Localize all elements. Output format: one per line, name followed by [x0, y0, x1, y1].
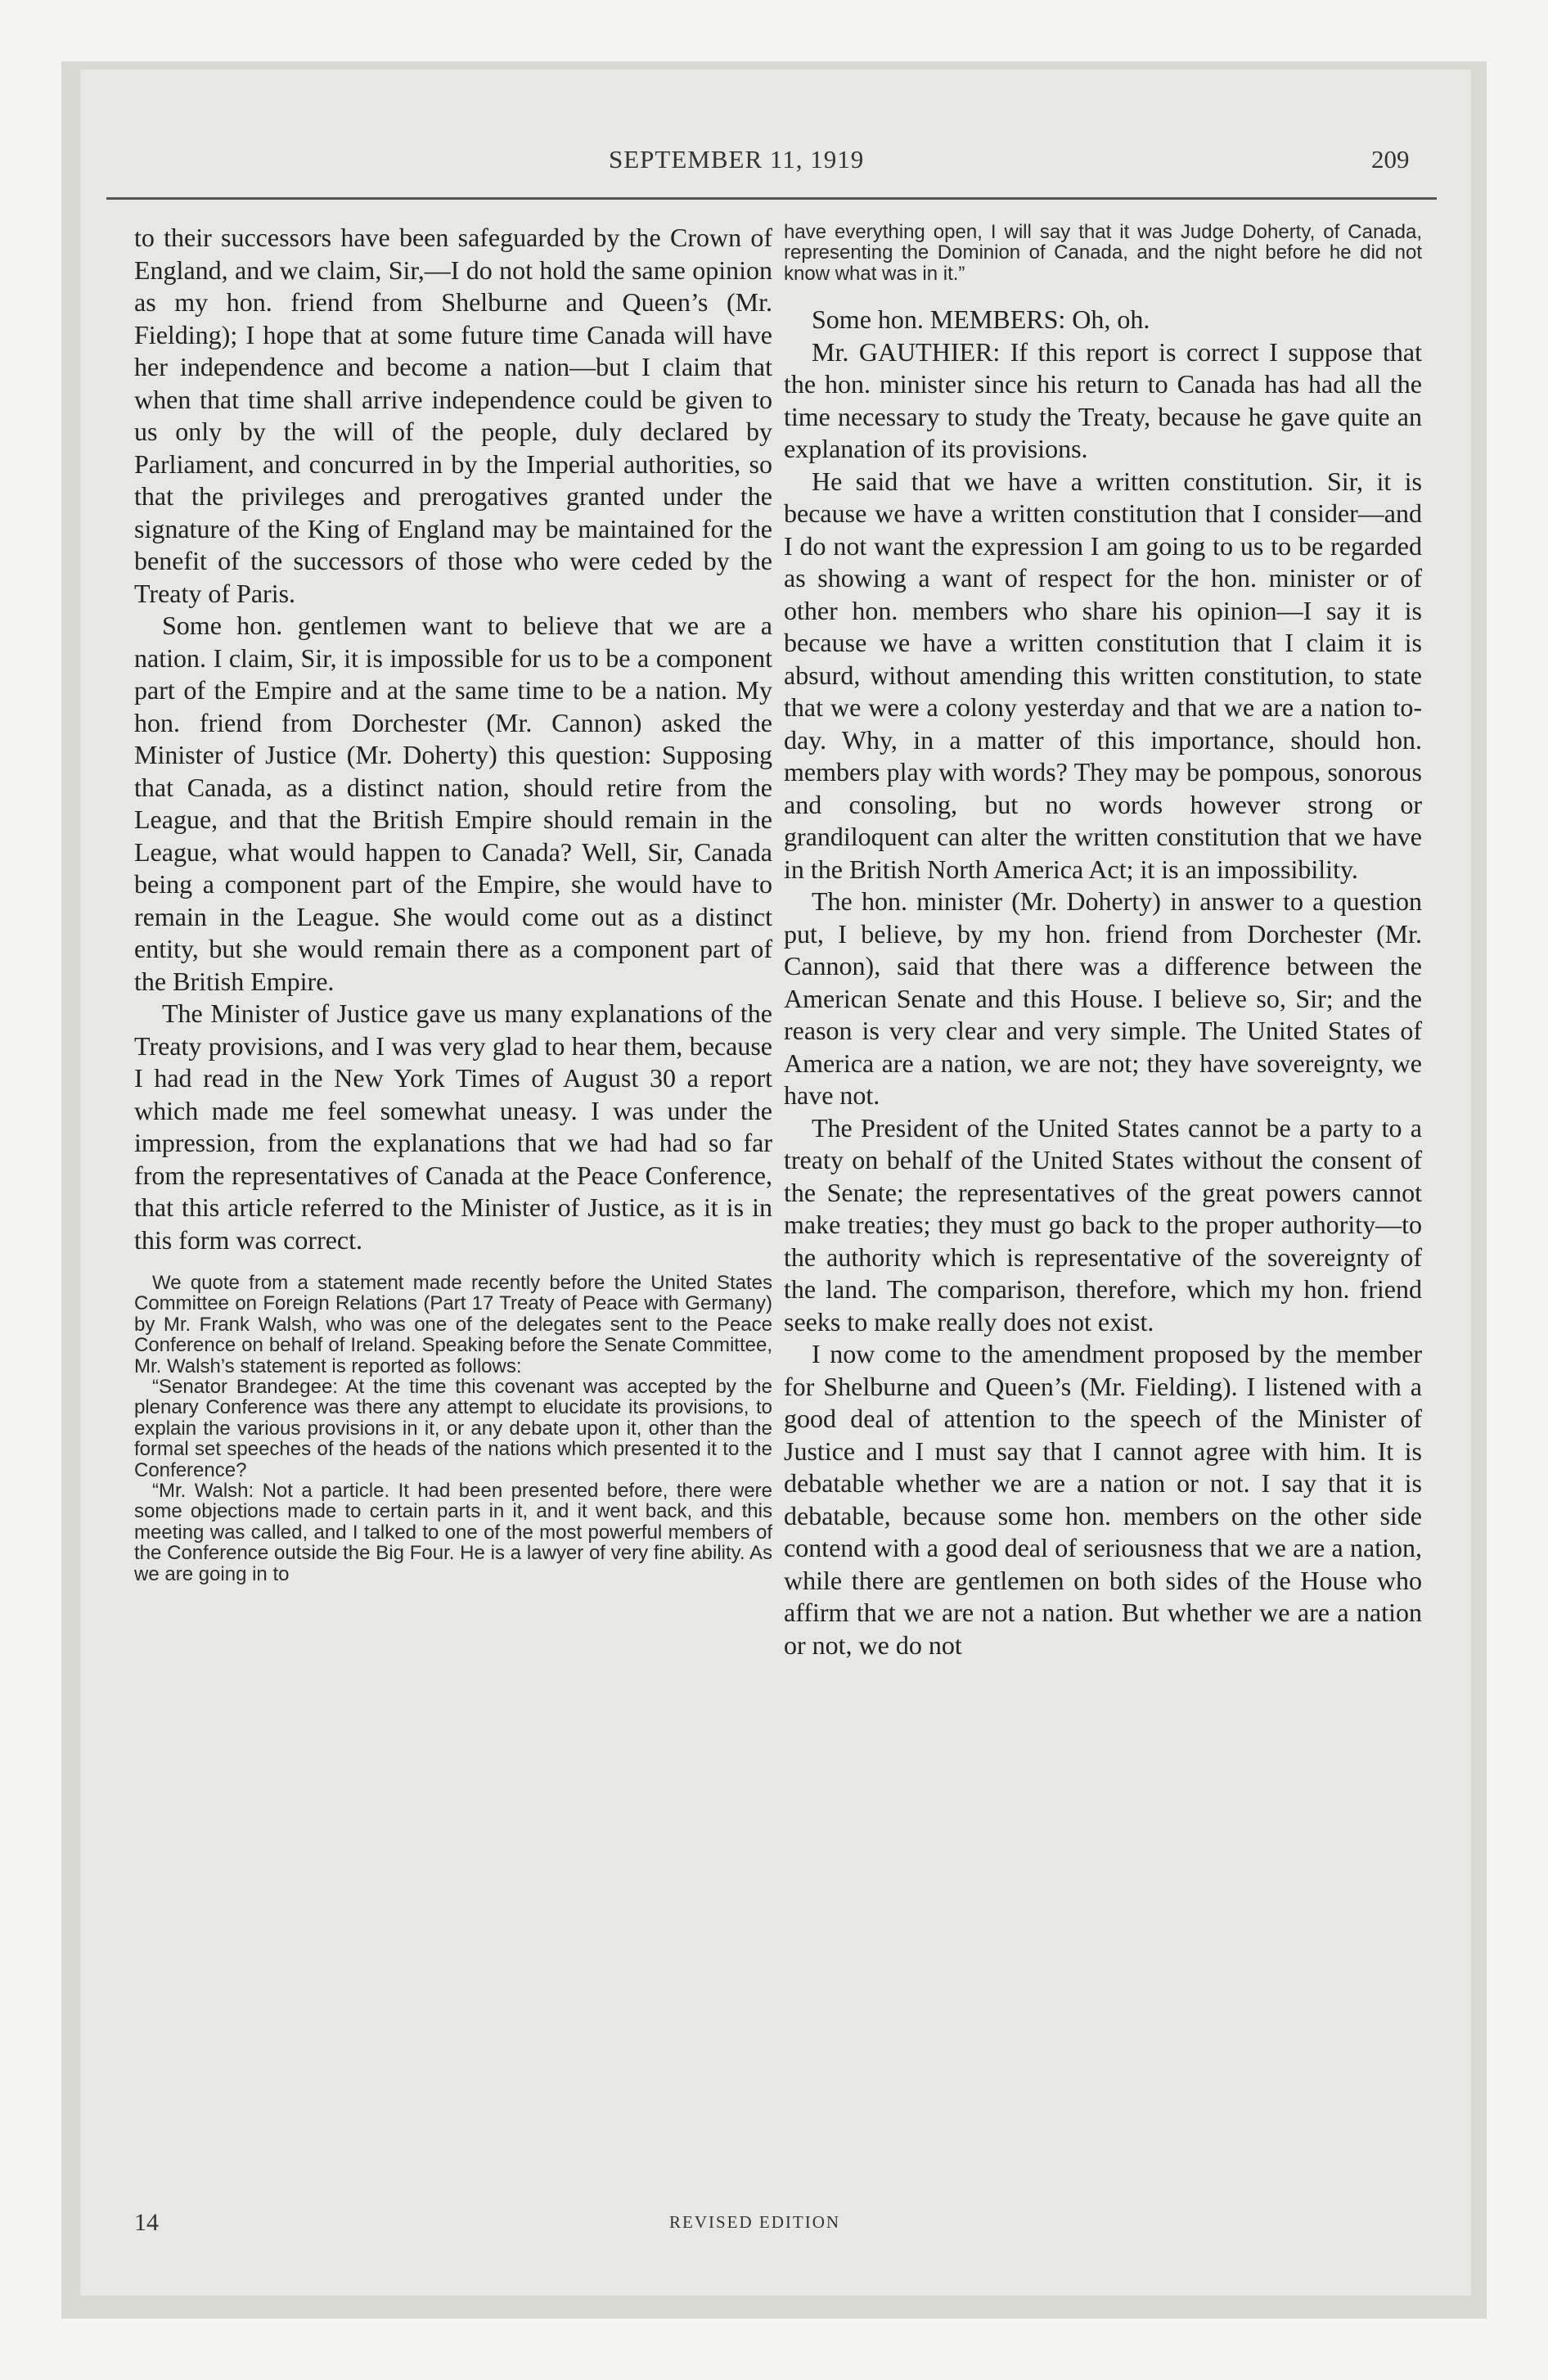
quote-brandegee: “Senator Brandegee: At the time this covenant was accepted by the plenary Conference was there any attempt to elucidate its provisions, to explain the various provisions in it, or any debate upon it, other than the formal set speeches of the heads of the nations which presented it to the Conference?	[134, 1376, 772, 1481]
quoted-statement	[134, 1273, 772, 1584]
right-paragraph-6: I now come to the amendment proposed by the member for Shelburne and Queen’s (Mr. Fielding). I listened with a good deal of attention to the speech of the Minister of Justice and I must say that I cannot agree with him. It is debatable whether we are a nation or not. I say that it is debatable, because some hon. members on the other side contend with a good deal of seriousness that we are a nation, while there are gentlemen on both sides of the House who affirm that we are not a nation. But whether we are a nation or not, we do not	[784, 1339, 1422, 1660]
page-number: 209	[1371, 145, 1410, 174]
right-paragraph-2: Mr. GAUTHIER: If this report is correct I suppose that the hon. minister since his return to Canada has had all the time necessary to study the Treaty, because he gave quite an explanation of its provisions.	[784, 336, 1422, 464]
signature-number: 14	[134, 2209, 159, 2236]
page-date-title: SEPTEMBER 11, 1919	[609, 145, 865, 174]
left-paragraph-3: The Minister of Justice gave us many explanations of the Treaty provisions, and I was very glad to hear them, because I had read in the New York Times of August 30 a report which made me feel somewhat uneasy. I was under the impression, from the explanations that we had had so far from the representatives of Canada at the Peace Conference, that this article referred to the Minister of Justice, as it is in this form was correct.	[134, 998, 772, 1255]
left-paragraph-1: to their successors have been safeguarded by the Crown of England, and we claim, Sir,—I do not hold the same opinion as my hon. friend from Shelburne and Queen’s (Mr. Fielding); I hope that at some future time Canada will have her independence and become a nation—but I claim that when that time shall arrive independence could be given to us only by the will of the people, duly declared by Parliament, and concurred in by the Imperial authorities, so that the privileges and prerogatives granted under the signature of the King of England may be maintained for the benefit of the successors of those who were ceded by the Treaty of Paris.	[134, 223, 772, 608]
quote-continuation: have everything open, I will say that it was Judge Doherty, of Canada, representing the Dominion of Canada, and the night before he did not know what was in it.”	[784, 221, 1422, 285]
header-rule	[106, 197, 1437, 200]
edition-footer: REVISED EDITION	[669, 2212, 841, 2232]
page	[80, 70, 1471, 2296]
right-paragraph-1: Some hon. MEMBERS: Oh, oh.	[812, 304, 1150, 335]
right-paragraph-5: The President of the United States cannot be a party to a treaty on behalf of the United States without the consent of the Senate; the representatives of the great powers cannot make treaties; they must go back to the proper authority—to the authority which is representative of the sovereignty of the land. The comparison, therefore, which my hon. friend seeks to make really does not exist.	[784, 1112, 1422, 1336]
page-header	[80, 145, 1471, 186]
quote-walsh: “Mr. Walsh: Not a particle. It had been presented before, there were some objections made to certain parts in it, and it went back, and this meeting was called, and I talked to one of the most powerful members of the Conference outside the Big Four. He is a lawyer of very fine ability. As we are going in to	[134, 1480, 772, 1585]
quote-intro: We quote from a statement made recently before the United States Committee on Foreign Relations (Part 17 Treaty of Peace with Germany) by Mr. Frank Walsh, who was one of the delegates sent to the Peace Conference on behalf of Ireland. Speaking before the Senate Committee, Mr. Walsh’s statement is reported as follows:	[134, 1272, 772, 1377]
right-paragraph-4: The hon. minister (Mr. Doherty) in answer to a question put, I believe, by my hon. friend from Dorchester (Mr. Cannon), said that there was a difference between the American Senate and this House. I believe so, Sir; and the reason is very clear and very simple. The United States of America are a nation, we are not; they have sovereignty, we have not.	[784, 886, 1422, 1111]
left-column	[134, 222, 772, 1584]
left-paragraph-2: Some hon. gentlemen want to believe that we are a nation. I claim, Sir, it is impossible for us to be a component part of the Empire and at the same time to be a nation. My hon. friend from Dorchester (Mr. Cannon) asked the Minister of Justice (Mr. Doherty) this question: Supposing that Canada, as a distinct nation, should retire from the League, and that the British Empire should remain in the League, what would happen to Canada? Well, Sir, Canada being a component part of the Empire, she would have to remain in the League. She would come out as a distinct entity, but she would remain there as a component part of the British Empire.	[134, 611, 772, 996]
right-paragraph-3: He said that we have a written constitution. Sir, it is because we have a written constitution that I consider—and I do not want the expression I am going to us to be regarded as showing a want of respect for the hon. minister or of other hon. members who share his opinion—I say it is because we have a written constitution that I claim it is absurd, without amending this written constitution, to state that we were a colony yesterday and that we are a nation to-day. Why, in a matter of this importance, should hon. members play with words? They may be pompous, sonorous and consoling, but no words however strong or grandiloquent can alter the written constitution that we have in the British North America Act; it is an impossibility.	[784, 466, 1422, 884]
spacer	[784, 284, 1422, 304]
right-column	[784, 222, 1422, 1661]
